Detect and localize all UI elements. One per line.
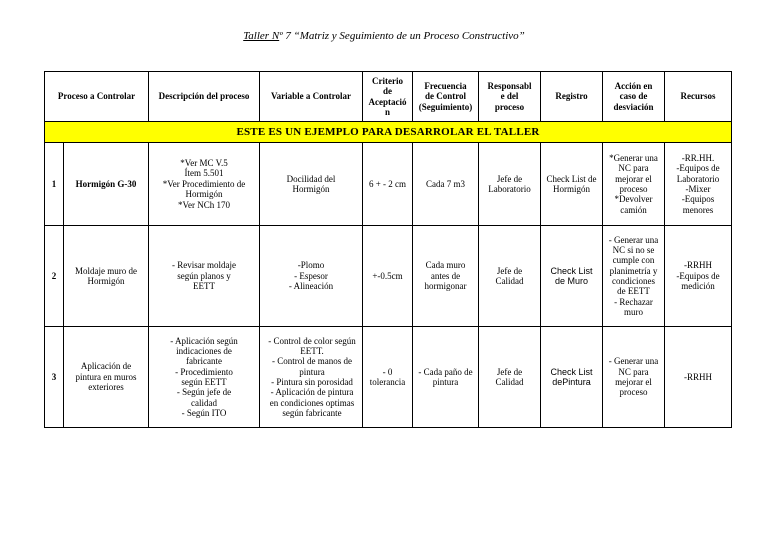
table-row (45, 226, 732, 327)
descripcion-cell (149, 327, 260, 428)
row-number: 2 (45, 226, 64, 327)
header-accion-line: Acción en (614, 80, 653, 91)
accion-line: *Devolver (614, 194, 653, 205)
proceso-line: Aplicación de (80, 361, 132, 372)
example-banner-row (45, 122, 732, 143)
proceso-line: Hormigón (87, 276, 125, 286)
accion-line: proceso (619, 184, 648, 194)
registro-line: dePintura (552, 377, 591, 387)
registro-line: Check List (550, 366, 593, 377)
descripcion-line: - Aplicación según (170, 335, 238, 346)
header-responsable-line: Responsabl (487, 80, 532, 91)
registro-line: Hormigón (553, 184, 590, 194)
registro-line: Check List (550, 265, 593, 276)
header-registro: Registro (541, 72, 603, 122)
variable-line: - Control de color según (268, 335, 356, 346)
proceso-cell: Hormigón G-30 (64, 143, 149, 226)
registro-line: Check List de (546, 173, 597, 184)
header-criterio-line: de (383, 86, 392, 97)
variable-cell (260, 143, 363, 226)
header-accion-line: caso de (619, 91, 648, 102)
descripcion-line: - Procedimiento (175, 366, 233, 377)
variable-line: - Aplicación de pintura (270, 387, 354, 398)
proceso-line: exteriores (88, 382, 124, 393)
recursos-line: -Equipos de (676, 270, 720, 281)
accion-line: proceso (619, 387, 648, 398)
accion-line: camión (620, 204, 647, 215)
recursos-line: -Equipos (681, 194, 715, 205)
descripcion-line: Ítem 5.501 (184, 168, 224, 179)
recursos-line: -Equipos de (676, 163, 720, 174)
frecuencia-cell (413, 327, 479, 428)
frecuencia-line: antes de (430, 270, 461, 281)
registro-cell (541, 226, 603, 327)
criterio-cell: +-0.5cm (363, 226, 413, 327)
accion-line: cumple con (612, 255, 655, 266)
recursos-line: Laboratorio (676, 173, 720, 184)
recursos-cell (665, 143, 732, 226)
registro-line: de Muro (554, 276, 589, 286)
criterio-cell (363, 327, 413, 428)
variable-cell (260, 327, 363, 428)
header-responsable-line: proceso (494, 101, 525, 112)
registro-cell (541, 143, 603, 226)
responsable-cell (479, 327, 541, 428)
variable-line: según fabricante (282, 408, 342, 419)
accion-cell (603, 143, 665, 226)
descripcion-line: según planos y (177, 270, 231, 281)
header-criterio-line: Criterio (372, 75, 403, 86)
registro-cell (541, 327, 603, 428)
header-proceso: Proceso a Controlar (45, 72, 149, 122)
header-criterio-line: Aceptació (368, 96, 407, 107)
accion-line: - Generar una (608, 356, 659, 367)
variable-line: Docilidad del (286, 173, 336, 184)
variable-line: - Pintura sin porosidad (271, 377, 353, 387)
responsable-line: Calidad (495, 276, 524, 286)
proceso-line: pintura en muros (75, 371, 137, 382)
criterio-line: - 0 (382, 366, 393, 377)
recursos-line: -RRHH (683, 260, 712, 271)
header-accion (603, 72, 665, 122)
accion-line: - Generar una (608, 234, 659, 245)
descripcion-line: - Según ITO (181, 408, 227, 419)
proceso-cell (64, 226, 149, 327)
recursos-cell (665, 226, 732, 327)
descripcion-line: - Según jefe de (176, 387, 232, 398)
accion-line: NC para (618, 163, 649, 174)
variable-line: -Plomo (297, 260, 325, 271)
frecuencia-line: Cada muro (425, 260, 466, 271)
frecuencia-cell: Cada 7 m3 (413, 143, 479, 226)
descripcion-line: indicaciones de (176, 345, 232, 356)
descripcion-line: fabricante (186, 356, 222, 367)
responsable-cell (479, 143, 541, 226)
header-accion-line: desviación (613, 101, 654, 112)
accion-line: NC para (618, 366, 649, 377)
responsable-line: Calidad (495, 377, 524, 387)
header-variable: Variable a Controlar (260, 72, 363, 122)
criterio-cell: 6 + - 2 cm (363, 143, 413, 226)
variable-cell (260, 226, 363, 327)
header-frecuencia-line: de Control (424, 91, 467, 102)
title-suffix: º 7 “Matriz y Seguimiento de un Proceso Constructivo” (279, 30, 525, 42)
variable-line: EETT. (300, 345, 324, 356)
frecuencia-line: hormigonar (424, 281, 467, 292)
header-responsable (479, 72, 541, 122)
criterio-line: tolerancia (369, 377, 406, 387)
descripcion-cell (149, 226, 260, 327)
responsable-cell (479, 226, 541, 327)
accion-line: mejorar el (615, 377, 652, 387)
recursos-line: -RR.HH. (681, 152, 715, 163)
header-criterio-line: n (384, 106, 390, 117)
recursos-line: -Mixer (685, 184, 711, 194)
header-recursos: Recursos (665, 72, 732, 122)
variable-line: pintura (299, 366, 325, 377)
descripcion-line: según EETT (181, 377, 227, 387)
accion-cell (603, 327, 665, 428)
accion-line: condiciones (612, 276, 655, 286)
accion-line: - Rechazar (614, 296, 653, 307)
frecuencia-line: - Cada paño de (418, 366, 473, 377)
proceso-line: Moldaje muro de (75, 265, 137, 276)
variable-line: - Control de manos de (272, 356, 352, 367)
header-frecuencia-line: Frecuencia (424, 80, 467, 91)
proceso-cell (64, 327, 149, 428)
descripcion-line: EETT (193, 281, 215, 292)
row-number: 1 (45, 143, 64, 226)
table-row (45, 143, 732, 226)
title-prefix: Taller N (243, 30, 280, 42)
accion-line: mejorar el (615, 173, 652, 184)
header-descripcion: Descripción del proceso (149, 72, 260, 122)
accion-line: muro (624, 307, 643, 318)
descripcion-line: *Ver MC V.5 (180, 158, 228, 169)
responsable-line: Jefe de (496, 366, 523, 377)
example-banner: ESTE ES UN EJEMPLO PARA DESARROLAR EL TALLER (45, 122, 732, 143)
descripcion-line: - Revisar moldaje (172, 260, 236, 271)
accion-line: *Generar una (609, 152, 658, 163)
document-title (0, 30, 768, 42)
process-matrix-table (44, 71, 732, 428)
responsable-line: Jefe de (496, 173, 523, 184)
accion-line: de EETT (617, 286, 650, 297)
recursos-line: menores (682, 204, 714, 215)
responsable-line: Laboratorio (488, 184, 531, 194)
variable-line: - Espesor (294, 270, 328, 281)
descripcion-line: *Ver NCh 170 (178, 199, 230, 210)
descripcion-line: calidad (191, 397, 217, 408)
recursos-cell: -RRHH (665, 327, 732, 428)
header-row (45, 72, 732, 122)
header-frecuencia (413, 72, 479, 122)
row-number: 3 (45, 327, 64, 428)
descripcion-line: *Ver Procedimiento de (162, 178, 246, 189)
variable-line: en condiciones optimas (269, 397, 355, 408)
descripcion-cell (149, 143, 260, 226)
table-row (45, 327, 732, 428)
frecuencia-line: pintura (432, 377, 459, 387)
variable-line: - Alineación (288, 281, 334, 292)
accion-cell (603, 226, 665, 327)
recursos-line: medición (681, 281, 715, 292)
responsable-line: Jefe de (496, 265, 523, 276)
descripcion-line: Hormigón (185, 189, 223, 200)
accion-line: NC si no se (612, 244, 655, 255)
variable-line: Hormigón (292, 184, 330, 194)
header-criterio (363, 72, 413, 122)
header-frecuencia-line: (Seguimiento) (418, 101, 473, 112)
header-responsable-line: e del (500, 91, 519, 102)
accion-line: planimetría y (609, 265, 658, 276)
frecuencia-cell (413, 226, 479, 327)
